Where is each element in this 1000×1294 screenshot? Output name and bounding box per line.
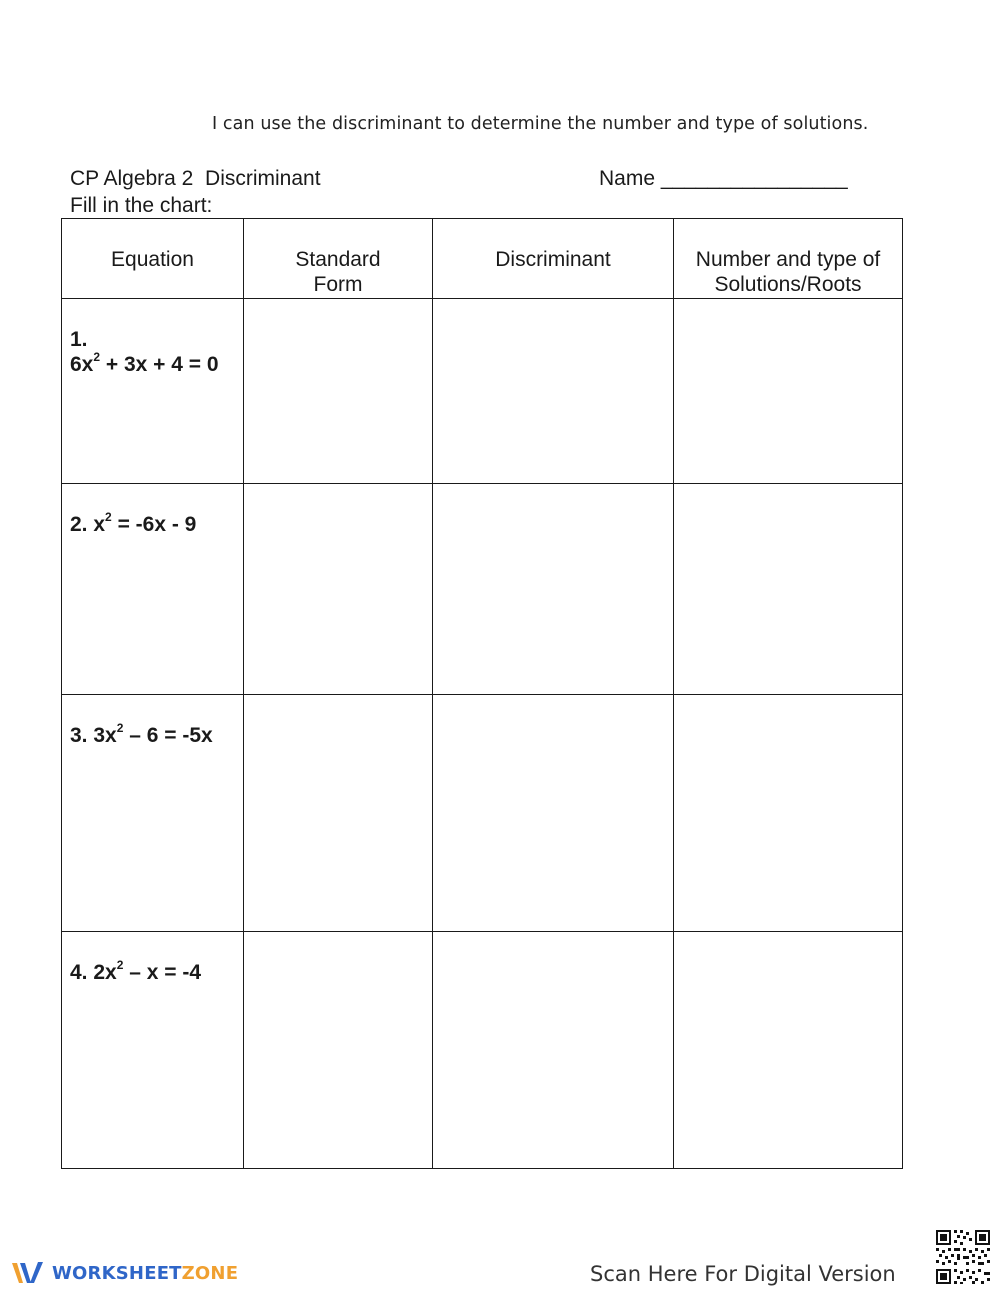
- equation-lhs: x: [93, 513, 106, 536]
- equation-exponent: 2: [105, 510, 112, 524]
- table-row: [62, 695, 903, 932]
- equation-rhs: – 6 = -5x: [123, 724, 213, 747]
- logo-word-worksheet: WORKSHEET: [52, 1262, 182, 1284]
- equation-exponent: 2: [116, 958, 124, 972]
- equation-exponent: 2: [93, 350, 101, 364]
- standard-form-cell[interactable]: [244, 932, 433, 1169]
- solutions-cell[interactable]: [674, 932, 903, 1169]
- equation-lhs: 3x: [93, 724, 117, 747]
- discriminant-cell[interactable]: [433, 484, 674, 695]
- column-header-equation: [62, 219, 244, 299]
- column-header-line: Number and type of: [695, 248, 881, 271]
- equation-2: [62, 484, 243, 537]
- column-header-line: Solutions/Roots: [714, 273, 862, 296]
- equation-lhs: 2x: [93, 961, 117, 984]
- problem-number: 1.: [70, 328, 88, 351]
- equation-4: [62, 932, 243, 985]
- instructions: Fill in the chart:: [70, 194, 213, 217]
- equation-text: [70, 352, 243, 377]
- table-row: [62, 932, 903, 1169]
- equation-cell: [62, 299, 244, 484]
- standard-form-cell[interactable]: [244, 484, 433, 695]
- name-field-label: Name ________________: [599, 167, 848, 190]
- equation-exponent: 2: [116, 721, 124, 735]
- solutions-cell[interactable]: [674, 695, 903, 932]
- table-header-row: [62, 219, 903, 299]
- discriminant-cell[interactable]: [433, 695, 674, 932]
- problem-number: 4.: [70, 961, 88, 984]
- column-header-line: Equation: [111, 248, 194, 271]
- problem-number: 2.: [70, 513, 88, 536]
- column-header-standard-form: [244, 219, 433, 299]
- worksheet-title: CP Algebra 2 Discriminant: [70, 167, 321, 190]
- standard-form-cell[interactable]: [244, 695, 433, 932]
- logo-wordmark: [52, 1263, 238, 1284]
- solutions-cell[interactable]: [674, 299, 903, 484]
- equation-1: [62, 299, 243, 377]
- equation-rhs: + 3x + 4 = 0: [100, 353, 219, 376]
- learning-objective: I can use the discriminant to determine the number and type of solutions.: [212, 114, 869, 134]
- equation-lhs: 6x: [70, 353, 94, 376]
- equation-cell: [62, 695, 244, 932]
- standard-form-cell[interactable]: [244, 299, 433, 484]
- table-row: [62, 484, 903, 695]
- column-header-line: Standard: [295, 248, 381, 271]
- column-header-line: Form: [313, 273, 363, 296]
- problem-number: 3.: [70, 724, 88, 747]
- equation-cell: [62, 484, 244, 695]
- equation-rhs: = -6x - 9: [111, 513, 197, 536]
- equation-3: [62, 695, 243, 748]
- qr-code-icon[interactable]: [932, 1226, 994, 1288]
- worksheet-zone-logo[interactable]: [10, 1259, 238, 1287]
- column-header-solutions: [674, 219, 903, 299]
- equation-cell: [62, 932, 244, 1169]
- column-header-discriminant: [433, 219, 674, 299]
- solutions-cell[interactable]: [674, 484, 903, 695]
- equation-rhs: – x = -4: [123, 961, 202, 984]
- logo-mark-icon: [10, 1259, 46, 1287]
- scan-instruction: Scan Here For Digital Version: [590, 1262, 896, 1286]
- discriminant-cell[interactable]: [433, 932, 674, 1169]
- discriminant-chart: [61, 218, 903, 1169]
- table-row: [62, 299, 903, 484]
- logo-word-zone: ZONE: [181, 1262, 239, 1284]
- discriminant-cell[interactable]: [433, 299, 674, 484]
- column-header-line: Discriminant: [495, 248, 611, 271]
